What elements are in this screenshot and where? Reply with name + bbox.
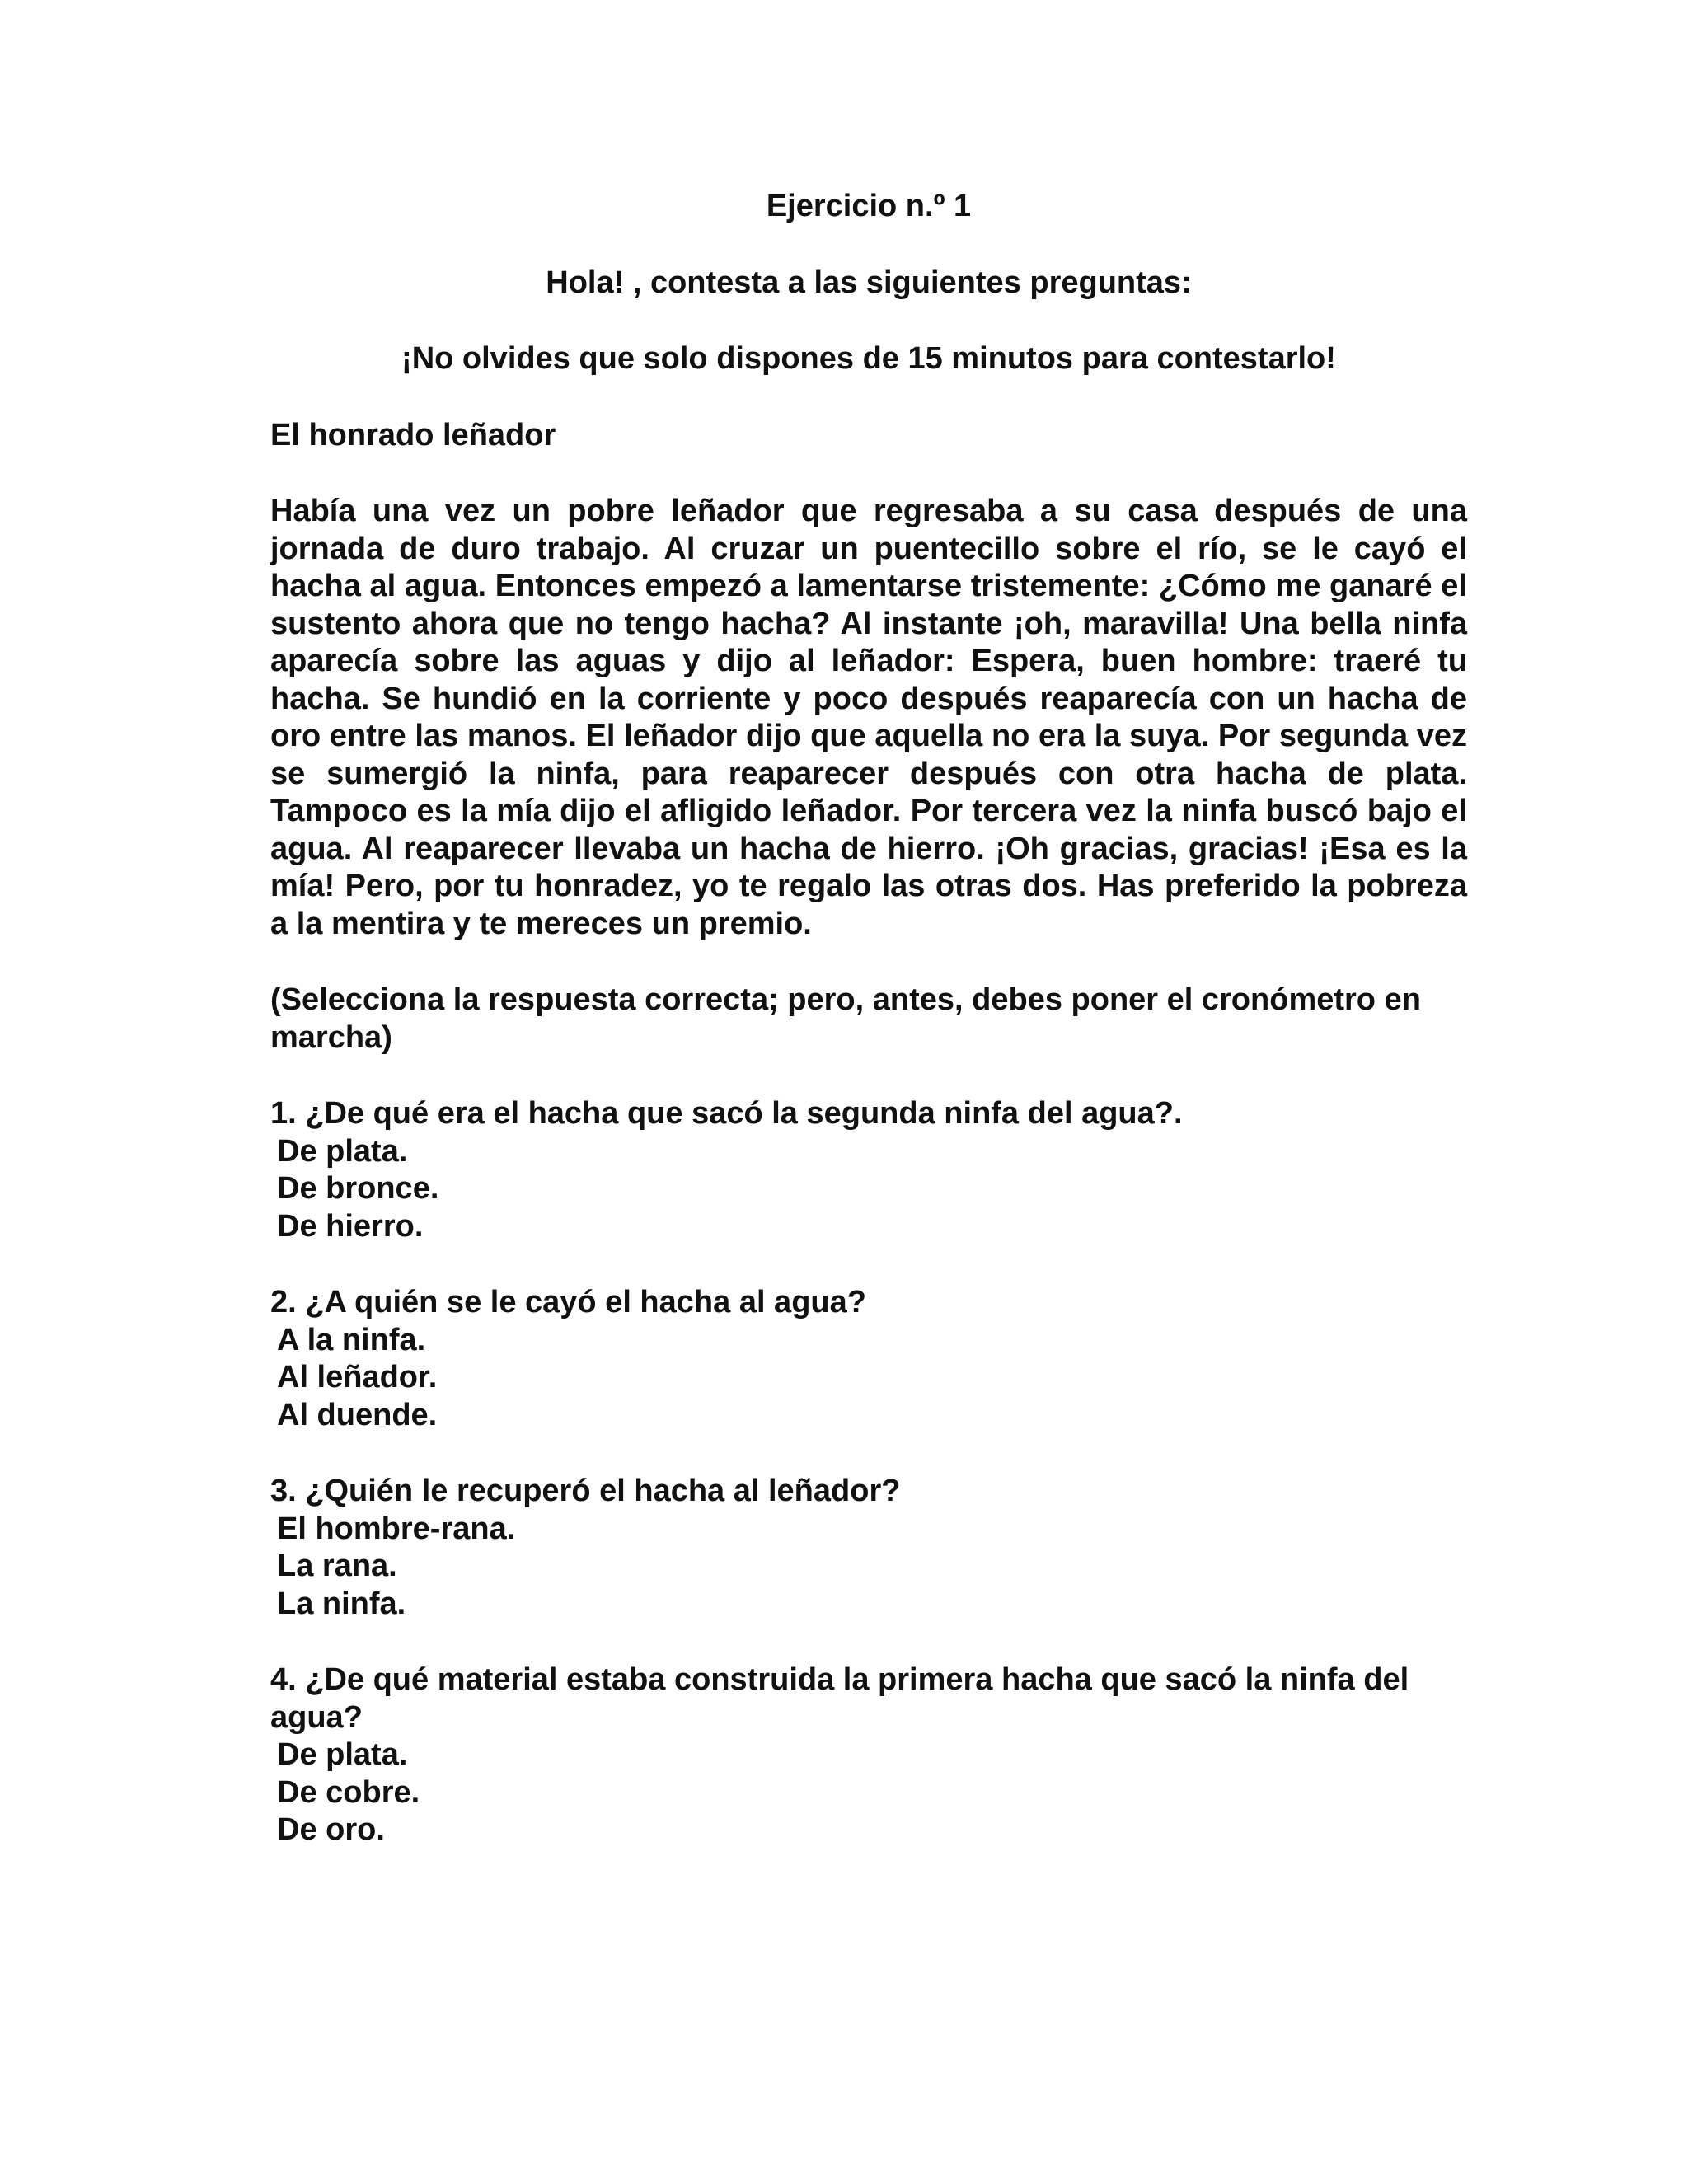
answer-options [270, 1133, 1467, 1246]
answer-option[interactable]: De bronce. [277, 1171, 439, 1206]
answer-option[interactable]: La rana. [277, 1549, 397, 1583]
answer-options [270, 1322, 1467, 1435]
answer-option[interactable]: A la ninfa. [277, 1322, 426, 1357]
answer-options [270, 1511, 1467, 1624]
answer-option[interactable]: De hierro. [277, 1208, 424, 1244]
answer-option[interactable]: El hombre-rana. [277, 1511, 516, 1546]
question-text: 4. ¿De qué material estaba construida la primera hacha que sacó la ninfa del agua? [270, 1662, 1409, 1735]
question-3 [270, 1473, 1467, 1623]
answer-option[interactable]: De plata. [277, 1133, 408, 1169]
question-text: 2. ¿A quién se le cayó el hacha al agua? [270, 1285, 866, 1319]
question-2 [270, 1284, 1467, 1434]
worksheet-page [270, 188, 1467, 1888]
answer-option[interactable]: Al leñador. [277, 1360, 438, 1394]
page-title: Ejercicio n.º 1 [766, 189, 972, 223]
instruction-text: (Selecciona la respuesta correcta; pero, antes, debes poner el cronómetro en marcha) [270, 982, 1421, 1055]
question-text: 3. ¿Quién le recuperó el hacha al leñador? [270, 1474, 901, 1508]
page-subtitle: Hola! , contesta a las siguientes preguntas: [546, 265, 1192, 300]
story-text: Había una vez un pobre leñador que regresaba a su casa después de una jornada de duro trabajo. Al cruzar un puentecillo sobre el río, se le cayó el hacha al agua. Entonces empezó a lamentarse tristemente: ¿Cómo me ganaré el sustento ahora que no tengo hacha? Al instante ¡oh, maravilla! Una bella ninfa aparecía sobre las aguas y dijo al leñador: Espera, buen hombre: traeré tu hacha. Se hundió en la corriente y poco después reaparecía con un hacha de oro entre las manos. El leñador dijo que aquella no era la suya. Por segunda vez se sumergió la ninfa, para reaparecer después con otra hacha de plata. Tampoco es la mía dijo el afligido leñador. Por tercera vez la ninfa buscó bajo el agua. Al reaparecer llevaba un hacha de hierro. ¡Oh gracias, gracias! ¡Esa es la mía! Pero, por tu honradez, yo te regalo las otras dos. Has preferido la pobreza a la mentira y te mereces un premio. [270, 494, 1467, 941]
question-text: 1. ¿De qué era el hacha que sacó la segunda ninfa del agua?. [270, 1096, 1183, 1131]
answer-option[interactable]: De oro. [277, 1812, 385, 1847]
story-title: El honrado leñador [270, 417, 556, 452]
question-4 [270, 1661, 1467, 1849]
answer-option[interactable]: Al duende. [277, 1397, 438, 1432]
answer-options [270, 1736, 1467, 1849]
answer-option[interactable]: La ninfa. [277, 1586, 406, 1621]
time-reminder: ¡No olvides que solo dispones de 15 minutos para contestarlo! [401, 341, 1336, 376]
question-1 [270, 1095, 1467, 1245]
answer-option[interactable]: De plata. [277, 1737, 408, 1772]
answer-option[interactable]: De cobre. [277, 1774, 420, 1810]
